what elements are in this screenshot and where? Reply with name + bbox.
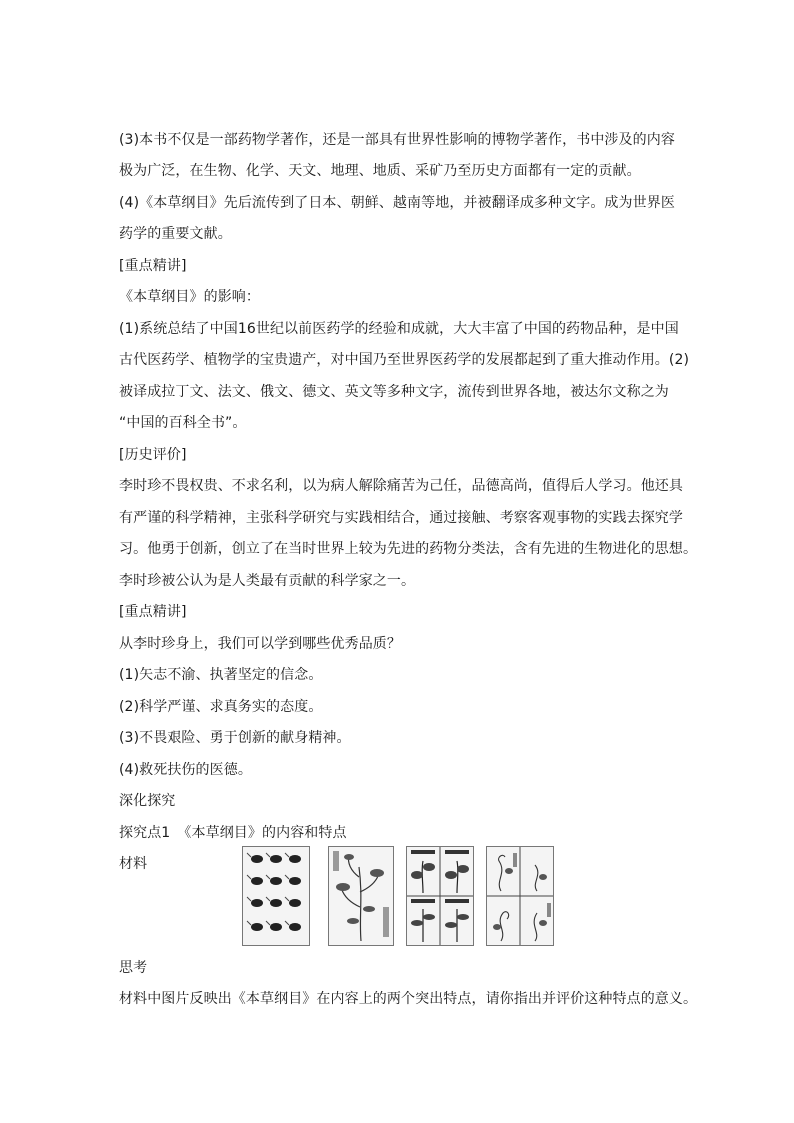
list-item: (2)科学严谨、求真务实的态度。 <box>119 699 323 715</box>
section-heading: 思考 <box>119 960 148 976</box>
bird-illustration <box>242 846 310 946</box>
paragraph-line: (1)系统总结了中国16世纪以前医药学的经验和成就，大大丰富了中国的药物品种，是中国 <box>119 321 679 337</box>
paragraph-line: 材料中图片反映出《本草纲目》在内容上的两个突出特点，请你指出并评价这种特点的意义。 <box>119 991 698 1007</box>
paragraph-line: 古代医药学、植物学的宝贵遗产，对中国乃至世界医药学的发展都起到了重大推动作用。(2) <box>119 352 690 368</box>
plant-sketch-illustration <box>486 846 554 946</box>
material-figures <box>242 846 554 946</box>
plant-panels-illustration <box>406 846 474 946</box>
paragraph-line: 极为广泛，在生物、化学、天文、地理、地质、采矿乃至历史方面都有一定的贡献。 <box>119 163 641 179</box>
section-heading: 深化探究 <box>119 793 176 809</box>
paragraph-line: 李时珍不畏权贵、不求名利，以为病人解除痛苦为己任，品德高尚，值得后人学习。他还具 <box>119 478 683 494</box>
paragraph-line: 《本草纲目》的影响： <box>119 289 260 305</box>
section-heading: [重点精讲] <box>119 258 187 274</box>
paragraph-line: 从李时珍身上，我们可以学到哪些优秀品质？ <box>119 636 401 652</box>
section-heading: [历史评价] <box>119 447 187 463</box>
paragraph-line: 有严谨的科学精神，主张科学研究与实践相结合，通过接触、考察客观事物的实践去探究学 <box>119 510 683 526</box>
paragraph-line: 李时珍被公认为是人类最有贡献的科学家之一。 <box>119 573 416 589</box>
herb-illustration <box>328 846 394 946</box>
paragraph-line: (4)《本草纲目》先后流传到了日本、朝鲜、越南等地，并被翻译成多种文字。成为世界医 <box>119 195 675 211</box>
paragraph-line: (3)本书不仅是一部药物学著作，还是一部具有世界性影响的博物学著作，书中涉及的内容 <box>119 132 675 148</box>
section-heading: [重点精讲] <box>119 604 187 620</box>
list-item: (3)不畏艰险、勇于创新的献身精神。 <box>119 730 351 746</box>
paragraph-line: 被译成拉丁文、法文、俄文、德文、英文等多种文字，流传到世界各地，被达尔文称之为 <box>119 384 669 400</box>
paragraph-line: 探究点1 《本草纲目》的内容和特点 <box>119 825 347 841</box>
list-item: (1)矢志不渝、执著坚定的信念。 <box>119 667 323 683</box>
paragraph-line: “中国的百科全书”。 <box>119 415 247 431</box>
paragraph-line: 材料 <box>119 856 148 872</box>
list-item: (4)救死扶伤的医德。 <box>119 762 252 778</box>
paragraph-line: 习。他勇于创新，创立了在当时世界上较为先进的药物分类法，含有先进的生物进化的思想。 <box>119 541 698 557</box>
paragraph-line: 药学的重要文献。 <box>119 226 232 242</box>
